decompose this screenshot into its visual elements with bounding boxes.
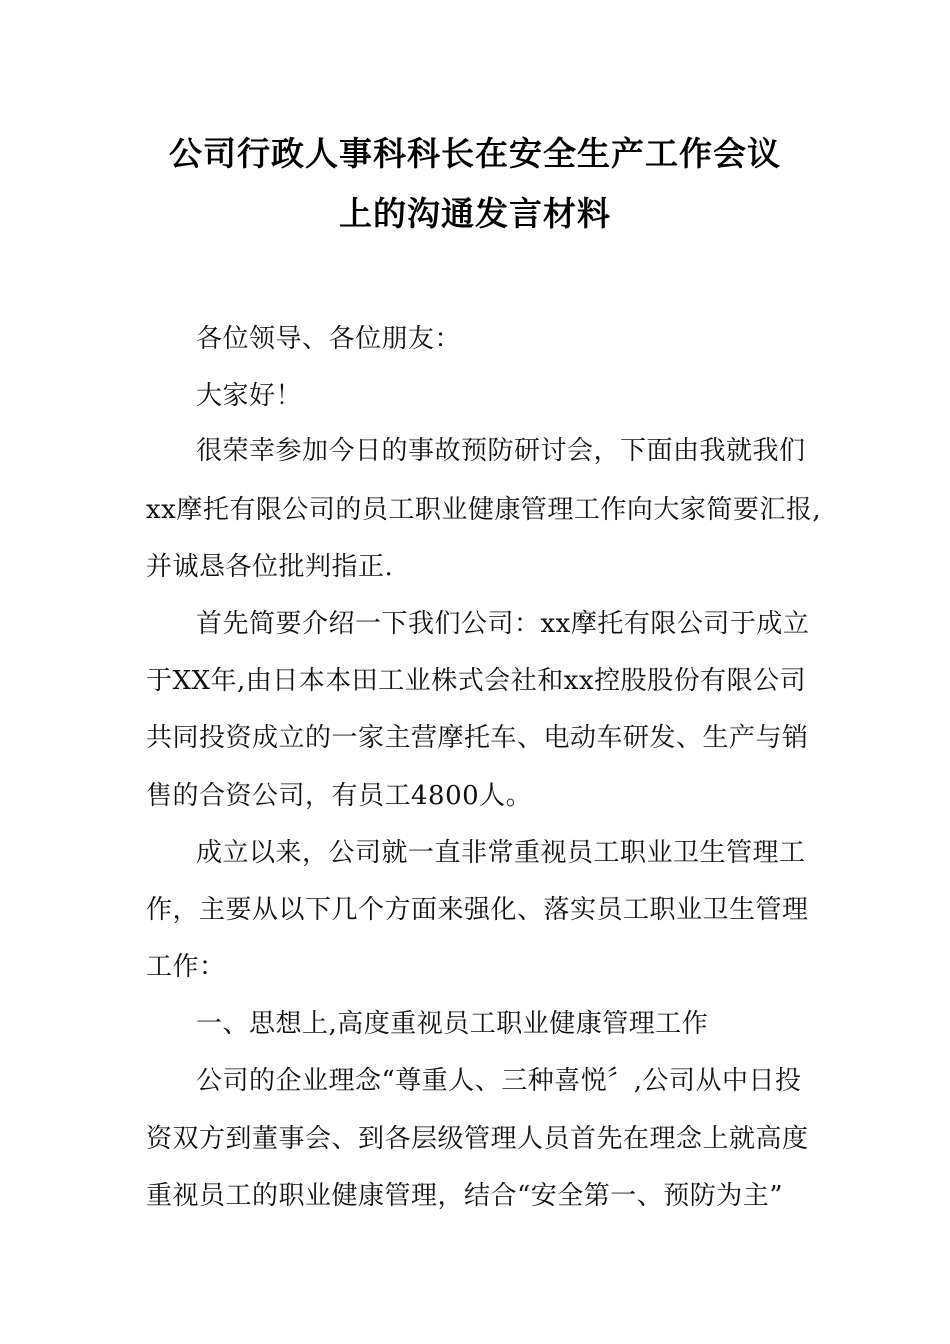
- greeting-line: 大家好！: [196, 381, 303, 411]
- paragraph-4-line-2: 资双方到董事会、到各层级管理人员首先在理念上就高度: [146, 1124, 809, 1154]
- paragraph-1-line-1: 很荣幸参加今日的事故预防研讨会，下面由我就我们: [196, 436, 806, 466]
- salutation-line: 各位领导、各位朋友：: [196, 324, 462, 354]
- paragraph-2-line-4: 售的合资公司，有员工4800人。: [146, 781, 533, 811]
- paragraph-2-line-1: 首先简要介绍一下我们公司：xx摩托有限公司于成立: [196, 609, 810, 639]
- paragraph-4-line-1: 公司的企业理念“尊重人、三种喜悦〞,公司从中日投: [196, 1066, 802, 1096]
- document-title-line-2: 上的沟通发言材料: [339, 194, 611, 233]
- paragraph-3-line-1: 成立以来，公司就一直非常重视员工职业卫生管理工: [196, 838, 806, 868]
- paragraph-1-line-2: xx摩托有限公司的员工职业健康管理工作向大家简要汇报,: [146, 495, 822, 525]
- section-heading-1: 一、思想上,高度重视员工职业健康管理工作: [196, 1009, 709, 1039]
- paragraph-4-line-3: 重视员工的职业健康管理，结合“安全第一、预防为主”: [146, 1181, 784, 1211]
- paragraph-3-line-2: 作，主要从以下几个方面来强化、落实员工职业卫生管理: [146, 895, 809, 925]
- paragraph-2-line-2: 于XX年,由日本本田工业株式会社和xx控股股份有限公司: [146, 666, 807, 696]
- paragraph-1-line-3: 并诚恳各位批判指正.: [146, 552, 394, 582]
- paragraph-2-line-3: 共同投资成立的一家主营摩托车、电动车研发、生产与销: [146, 723, 809, 753]
- paragraph-3-line-3: 工作：: [146, 952, 226, 982]
- document-title-line-1: 公司行政人事科科长在安全生产工作会议: [169, 134, 781, 173]
